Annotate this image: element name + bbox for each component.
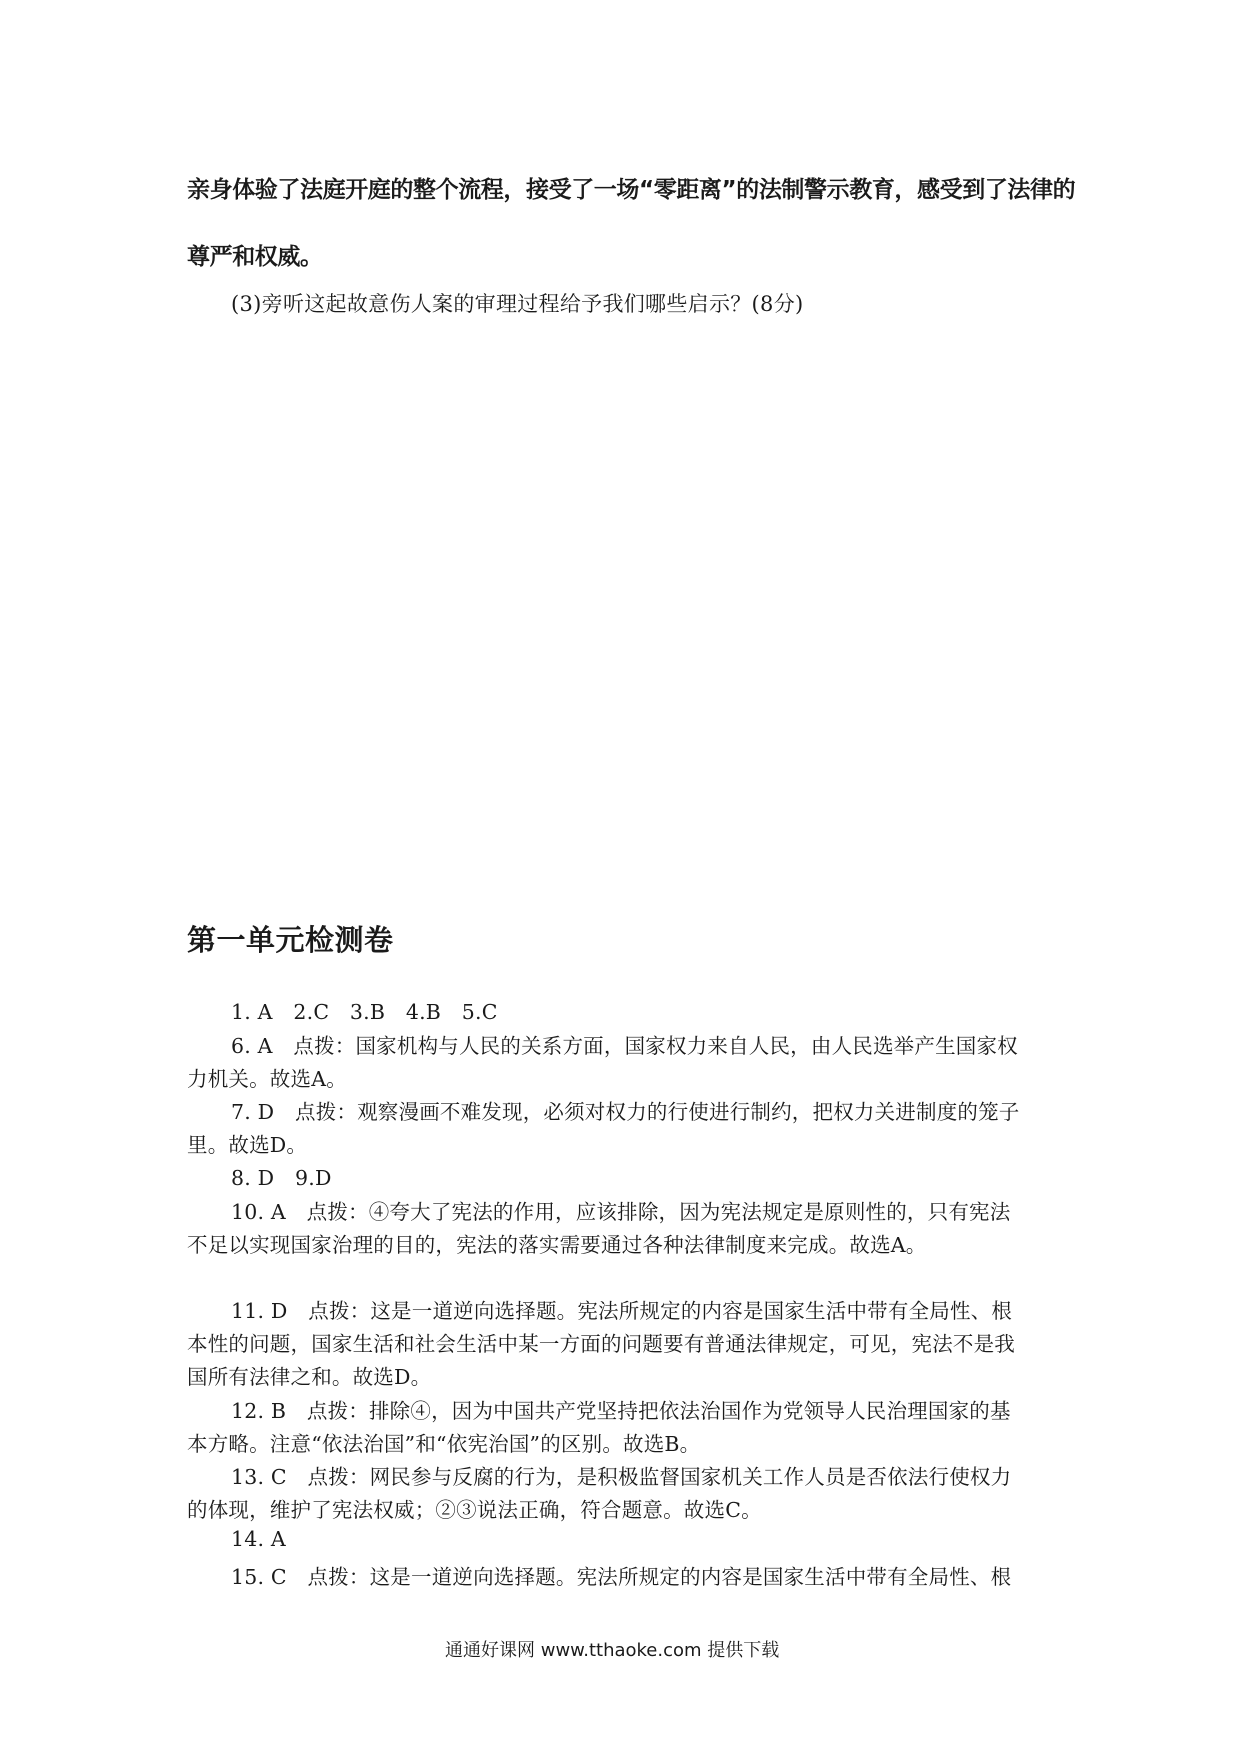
- question-3: (3)旁听这起故意伤人案的审理过程给予我们哪些启示？(8分): [231, 292, 804, 316]
- answer-line: 本性的问题，国家生活和社会生活中某一方面的问题要有普通法律规定，可见，宪法不是我: [187, 1332, 1015, 1356]
- intro-line-1: 亲身体验了法庭开庭的整个流程，接受了一场“零距离”的法制警示教育，感受到了法律的: [187, 177, 1076, 203]
- answer-line: 14. A: [231, 1527, 286, 1551]
- answer-line: 里。故选D。: [187, 1133, 308, 1157]
- answer-line: 本方略。注意“依法治国”和“依宪治国”的区别。故选B。: [187, 1432, 701, 1456]
- answer-line: 国所有法律之和。故选D。: [187, 1365, 432, 1389]
- intro-line-2: 尊严和权威。: [187, 244, 323, 270]
- answer-line: 12. B 点拨：排除④，因为中国共产党坚持把依法治国作为党领导人民治理国家的基: [231, 1399, 1011, 1423]
- section-title: 第一单元检测卷: [187, 923, 394, 957]
- answer-line: 8. D 9.D: [231, 1166, 332, 1190]
- answer-line: 6. A 点拨：国家机构与人民的关系方面，国家权力来自人民，由人民选举产生国家权: [231, 1034, 1018, 1058]
- answer-line: 7. D 点拨：观察漫画不难发现，必须对权力的行使进行制约，把权力关进制度的笼子: [231, 1100, 1020, 1124]
- page-footer: 通通好课网 www.tthaoke.com 提供下载: [445, 1640, 780, 1661]
- answer-line: 15. C 点拨：这是一道逆向选择题。宪法所规定的内容是国家生活中带有全局性、根: [231, 1565, 1012, 1589]
- answer-line: 10. A 点拨：④夸大了宪法的作用，应该排除，因为宪法规定是原则性的，只有宪法: [231, 1200, 1011, 1224]
- answer-line: 1. A 2.C 3.B 4.B 5.C: [231, 1000, 498, 1024]
- answer-line: 不足以实现国家治理的目的，宪法的落实需要通过各种法律制度来完成。故选A。: [187, 1233, 927, 1257]
- answer-line: 力机关。故选A。: [187, 1067, 347, 1091]
- answer-line: 13. C 点拨：网民参与反腐的行为，是积极监督国家机关工作人员是否依法行使权力: [231, 1465, 1012, 1489]
- answer-line: 11. D 点拨：这是一道逆向选择题。宪法所规定的内容是国家生活中带有全局性、根: [231, 1299, 1013, 1323]
- answer-line: 的体现，维护了宪法权威；②③说法正确，符合题意。故选C。: [187, 1498, 762, 1522]
